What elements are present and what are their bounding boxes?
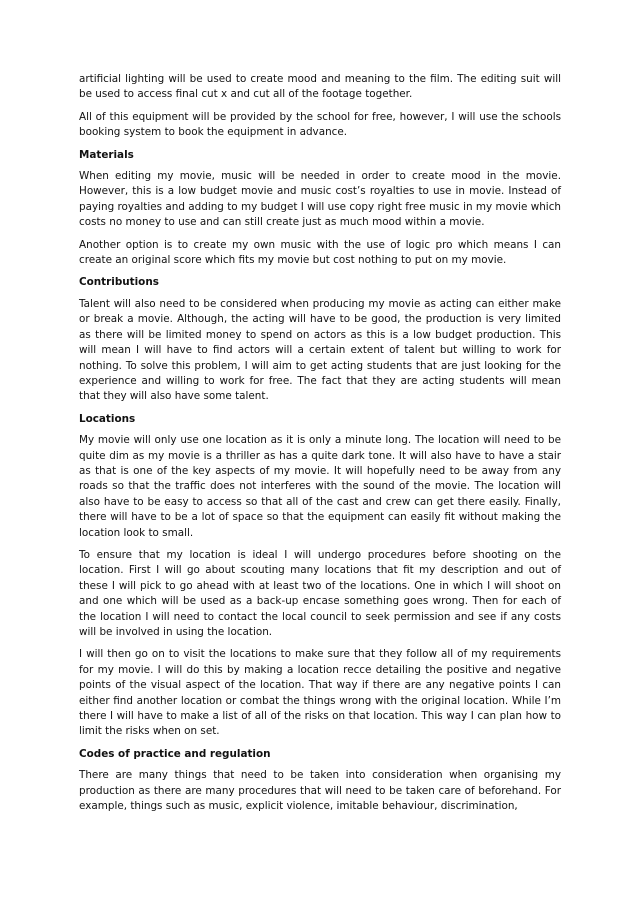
paragraph-lighting-editing: artificial lighting will be used to create mood and meaning to the film. The editing suit will be used to access final cut x and cut all of the footage together. bbox=[79, 73, 561, 101]
heading-codes-of-practice: Codes of practice and regulation bbox=[79, 747, 271, 760]
heading-contributions: Contributions bbox=[79, 276, 159, 289]
paragraph-location-recce: I will then go on to visit the locations to make sure that they follow all of my requirements for my movie. I will do this by making a location recce detailing the positive and negative points of the visual aspect of the location. That way if there are any negative points I can either find another location or combat the things wrong with the original location. While I’m there I will have to make a list of all of the risks on that location. This way I can plan how to limit the risks when on set. bbox=[79, 648, 561, 738]
paragraph-location-procedures: To ensure that my location is ideal I will undergo procedures before shooting on the location. First I will go about scouting many locations that fit my description and out of these I will pick to go ahead with at least two of the locations. One in which I will shoot on and one which will be used as a back-up encase something goes wrong. Then for each of the location I will need to contact the local council to seek permission and see if any costs will be involved in using the location. bbox=[79, 548, 561, 638]
paragraph-talent: Talent will also need to be considered when producing my movie as acting can either make or break a movie. Although, the acting will have to be good, the production is very limited as there will be limited money to spend on actors as this is a low budget production. This will mean I will have to find actors will a certain extent of talent but willing to work for nothing. To solve this problem, I will aim to get acting students that are just looking for the experience and willing to work for free. The fact that they are acting students will mean that they will also have some talent. bbox=[79, 297, 561, 403]
paragraph-equipment-booking: All of this equipment will be provided by the school for free, however, I will use the schools booking system to book the equipment in advance. bbox=[79, 110, 561, 139]
heading-materials: Materials bbox=[79, 148, 134, 161]
heading-locations: Locations bbox=[79, 412, 136, 425]
paragraph-location-requirements: My movie will only use one location as it is only a minute long. The location will need to be quite dim as my movie is a thriller as has a quite dark tone. It will also have to have a stair as that is one of the key aspects of my movie. It will hopefully need to be away from any roads so that the traffic does not interferes with the sound of the movie. The location will also have to be easy to access so that all of the cast and crew can get there easily. Finally, there will have to be a lot of space so that the equipment can easily fit without making the location look to small. bbox=[79, 434, 561, 539]
paragraph-music: When editing my movie, music will be needed in order to create mood in the movie. However, this is a low budget movie and music cost’s royalties to use in movie. Instead of paying royalties and adding to my budget I will use copy right free music in my movie which costs no money to use and can still create just as much mood within a movie. bbox=[79, 170, 561, 229]
paragraph-codes-of-practice: There are many things that need to be taken into consideration when organising my production as there are many procedures that will need to be taken care of beforehand. For example, things such as music, explicit violence, imitable behaviour, discrimination, bbox=[79, 769, 561, 813]
paragraph-logic-pro: Another option is to create my own music with the use of logic pro which means I can create an original score which fits my movie but cost nothing to put on my movie. bbox=[79, 238, 561, 267]
document-page bbox=[79, 72, 561, 821]
